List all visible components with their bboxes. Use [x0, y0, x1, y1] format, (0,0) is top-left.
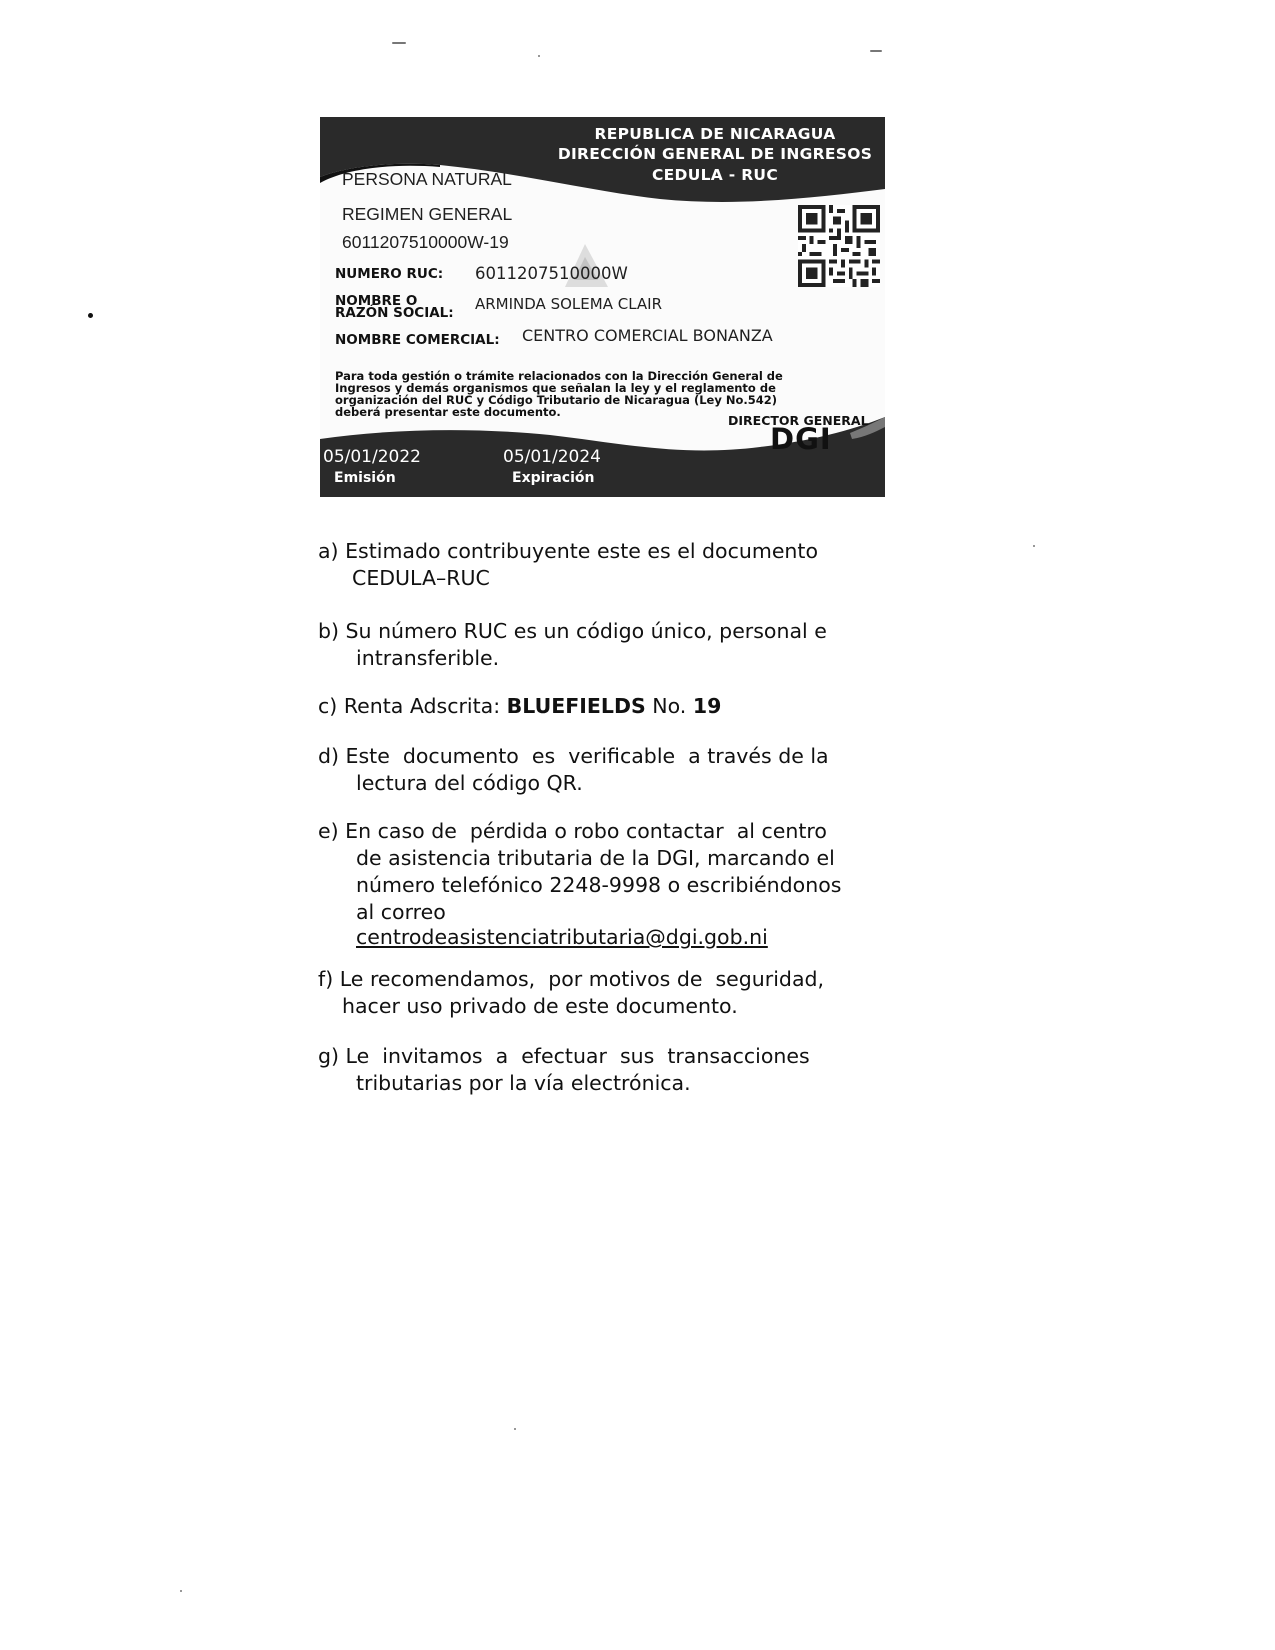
comercial-label: NOMBRE COMERCIAL:: [335, 332, 500, 348]
scan-speck: [870, 50, 882, 52]
expiracion-label: Expiración: [512, 470, 595, 486]
comercial-value: CENTRO COMERCIAL BONANZA: [522, 326, 773, 345]
note-d-key: d): [318, 744, 340, 768]
note-a-line2: CEDULA–RUC: [352, 566, 490, 590]
note-g-line1: Le invitamos a efectuar sus transacciones: [345, 1044, 810, 1068]
note-b-line2: intransferible.: [356, 646, 500, 670]
note-f-line1: Le recomendamos, por motivos de seguridad,: [339, 967, 825, 991]
note-e-line3: número telefónico 2248-9998 o escribiéndonos: [356, 873, 842, 897]
emision-label: Emisión: [334, 470, 396, 486]
note-g-line2: tributarias por la vía electrónica.: [356, 1071, 691, 1095]
note-a-key: a): [318, 539, 339, 563]
nombre-label-1: NOMBRE O: [335, 293, 418, 309]
scan-speck: [514, 1428, 516, 1430]
note-f-line2: hacer uso privado de este documento.: [342, 994, 738, 1018]
note-c: [318, 693, 878, 720]
note-c-num: 19: [692, 694, 722, 718]
scan-speck: [1033, 545, 1035, 547]
emision-date: 05/01/2022: [323, 447, 421, 467]
scan-speck: [392, 42, 406, 44]
expiracion-date: 05/01/2024: [503, 447, 601, 467]
header-direccion: DIRECCIÓN GENERAL DE INGRESOS: [557, 145, 873, 163]
nombre-value: ARMINDA SOLEMA CLAIR: [475, 295, 663, 313]
persona-type: PERSONA NATURAL: [342, 169, 512, 189]
ruc-code: 6011207510000W-19: [342, 232, 509, 252]
note-e-line4: al correo: [356, 900, 446, 924]
note-e-line2: de asistencia tributaria de la DGI, marcando el: [356, 846, 835, 870]
scan-speck: [538, 55, 540, 57]
note-e-line1: En caso de pérdida o robo contactar al centro: [345, 819, 827, 843]
note-e: [318, 818, 878, 948]
note-c-text: Renta Adscrita:: [343, 694, 501, 718]
note-a: [318, 538, 878, 592]
note-c-no: No.: [652, 694, 687, 718]
note-e-key: e): [318, 819, 339, 843]
note-c-city: BLUEFIELDS: [506, 694, 646, 718]
note-f-key: f): [318, 967, 334, 991]
header-republica: REPUBLICA DE NICARAGUA: [594, 125, 836, 143]
note-b-line1: Su número RUC es un código único, personal e: [345, 619, 827, 643]
regimen: REGIMEN GENERAL: [342, 204, 513, 224]
note-b: [318, 618, 878, 672]
fine-print: Para toda gestión o trámite relacionados con la Dirección General de Ingresos y demás organismos que señalan la ley y el reglamento de organización del RUC y Código Tributario de Nicaragua (Ley No.542) deberá presentar este documento.: [335, 369, 783, 419]
note-d: [318, 743, 878, 797]
note-b-key: b): [318, 619, 340, 643]
note-a-line1: Estimado contribuyente este es el documento: [345, 539, 819, 563]
cedula-ruc-card: [320, 117, 885, 497]
director-general-label: DIRECTOR GENERAL: [728, 413, 869, 428]
header-cedula-ruc: CEDULA - RUC: [651, 166, 778, 184]
nombre-label-2: RAZÓN SOCIAL:: [335, 305, 454, 321]
note-g-key: g): [318, 1044, 340, 1068]
note-d-line1: Este documento es verificable a través de la: [345, 744, 829, 768]
ruc-label: NUMERO RUC:: [335, 266, 444, 282]
note-d-line2: lectura del código QR.: [356, 771, 583, 795]
ruc-value: 6011207510000W: [475, 264, 628, 283]
qr-code-icon: [798, 205, 880, 287]
note-c-key: c): [318, 694, 338, 718]
scan-speck: [88, 313, 93, 318]
note-f: [318, 966, 878, 1020]
dgi-signature: DGI: [770, 422, 832, 456]
email-link[interactable]: centrodeasistenciatributaria@dgi.gob.ni: [356, 925, 768, 949]
scan-speck: [180, 1590, 182, 1592]
note-g: [318, 1043, 878, 1097]
